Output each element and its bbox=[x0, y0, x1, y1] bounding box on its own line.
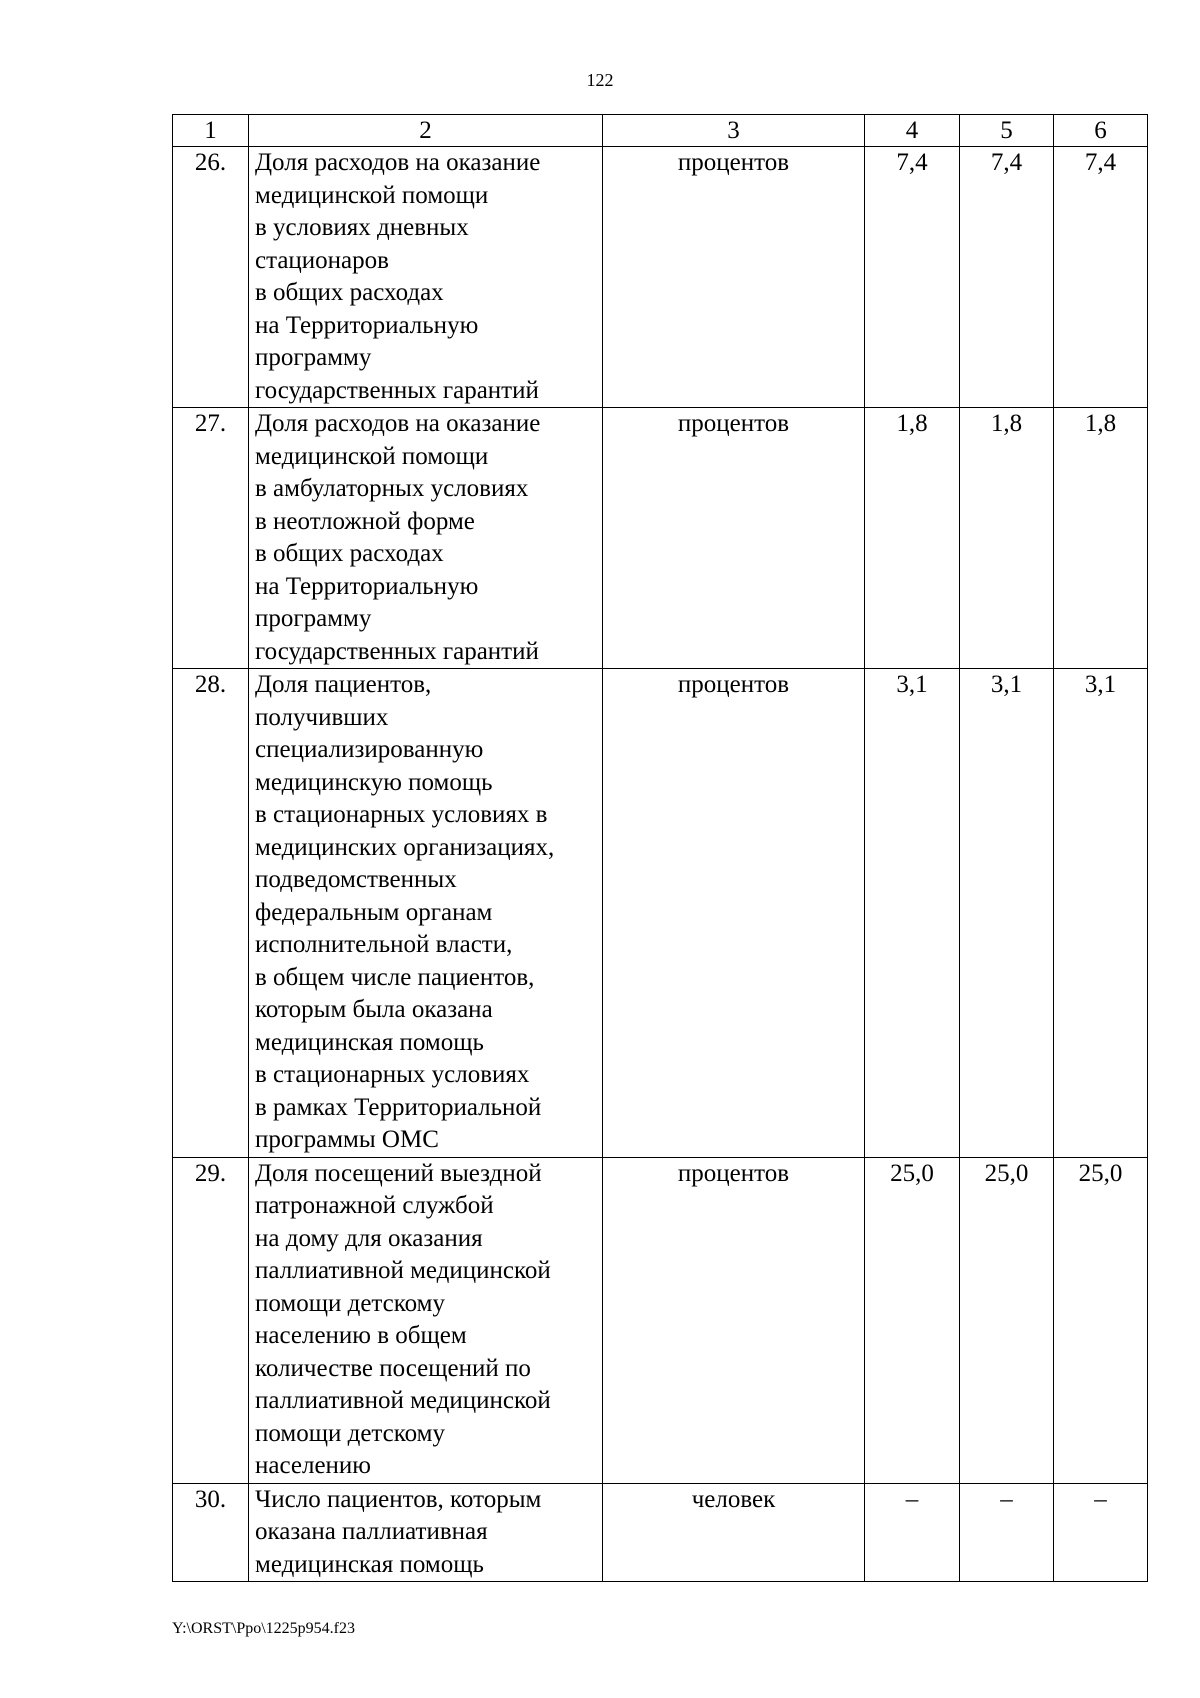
indicator-name-line: количестве посещений по bbox=[255, 1354, 531, 1382]
indicator-name-line: помощи детскому bbox=[255, 1419, 445, 1447]
value-v5: 25,0 bbox=[960, 1157, 1054, 1483]
indicator-name-line: Доля расходов на оказание bbox=[255, 149, 541, 176]
indicator-name bbox=[249, 408, 603, 669]
indicator-name-line: программы ОМС bbox=[255, 1126, 439, 1153]
column-header: 2 bbox=[249, 115, 603, 147]
value-v4: 7,4 bbox=[865, 147, 960, 408]
indicator-name-line: исполнительной власти, bbox=[255, 931, 513, 958]
value-v5: 7,4 bbox=[960, 147, 1054, 408]
indicator-name-line: медицинских организациях, bbox=[255, 833, 555, 861]
indicator-name-line: в стационарных условиях bbox=[255, 1061, 530, 1088]
table-row bbox=[173, 408, 1148, 669]
indicator-name-line: патронажной службой bbox=[255, 1192, 494, 1219]
indicator-name bbox=[249, 1157, 603, 1483]
indicator-name-line: в общих расходах bbox=[255, 540, 444, 567]
indicator-name-line: в условиях дневных bbox=[255, 214, 469, 241]
table-row bbox=[173, 147, 1148, 408]
column-header: 5 bbox=[960, 115, 1054, 147]
table-row bbox=[173, 669, 1148, 1158]
indicator-name-line: программу bbox=[255, 605, 372, 632]
indicator-name-line: в общих расходах bbox=[255, 279, 444, 306]
indicator-name-line: медицинской помощи bbox=[255, 442, 489, 470]
column-header: 4 bbox=[865, 115, 960, 147]
column-header: 6 bbox=[1054, 115, 1148, 147]
indicator-name-line: специализированную bbox=[255, 736, 484, 763]
column-header: 3 bbox=[603, 115, 865, 147]
value-v4: 3,1 bbox=[865, 669, 960, 1158]
indicator-name-line: подведомственных bbox=[255, 866, 457, 893]
value-v5: 1,8 bbox=[960, 408, 1054, 669]
indicator-name-line: которым была оказана bbox=[255, 996, 493, 1023]
unit-of-measure: процентов bbox=[603, 408, 865, 669]
unit-of-measure: процентов bbox=[603, 1157, 865, 1483]
indicator-name bbox=[249, 669, 603, 1158]
indicator-name bbox=[249, 147, 603, 408]
row-number: 26. bbox=[173, 147, 249, 408]
value-v5: – bbox=[960, 1483, 1054, 1582]
indicator-name-line: на Территориальную bbox=[255, 311, 479, 339]
table-header-row bbox=[173, 115, 1148, 147]
row-number: 27. bbox=[173, 408, 249, 669]
indicator-name-line: Доля расходов на оказание bbox=[255, 410, 541, 437]
indicator-name-line: в неотложной форме bbox=[255, 507, 475, 535]
indicator-name-line: медицинской помощи bbox=[255, 181, 489, 209]
indicator-name-line: Доля посещений выездной bbox=[255, 1159, 542, 1187]
column-header: 1 bbox=[173, 115, 249, 147]
indicator-name-line: Доля пациентов, bbox=[255, 671, 432, 698]
table-row bbox=[173, 1483, 1148, 1582]
indicator-name-line: на дому для оказания bbox=[255, 1224, 483, 1252]
indicator-name-line: населению bbox=[255, 1452, 371, 1479]
value-v4: – bbox=[865, 1483, 960, 1582]
value-v6: 1,8 bbox=[1054, 408, 1148, 669]
indicator-name-line: в амбулаторных условиях bbox=[255, 475, 529, 502]
value-v6: 3,1 bbox=[1054, 669, 1148, 1158]
value-v4: 1,8 bbox=[865, 408, 960, 669]
unit-of-measure: процентов bbox=[603, 669, 865, 1158]
indicator-name-line: государственных гарантий bbox=[255, 376, 539, 404]
indicator-name-line: в стационарных условиях в bbox=[255, 801, 548, 828]
indicator-name-line: населению в общем bbox=[255, 1322, 467, 1349]
value-v4: 25,0 bbox=[865, 1157, 960, 1483]
indicator-name-line: в общем числе пациентов, bbox=[255, 963, 535, 991]
indicator-name-line: в рамках Территориальной bbox=[255, 1093, 542, 1121]
indicator-name-line: оказана паллиативная bbox=[255, 1518, 488, 1545]
page-number: 122 bbox=[586, 70, 614, 90]
table-row bbox=[173, 1157, 1148, 1483]
indicator-name-line: получивших bbox=[255, 703, 389, 731]
indicator-name-line: Число пациентов, которым bbox=[255, 1485, 542, 1513]
indicator-name-line: государственных гарантий bbox=[255, 637, 539, 665]
indicator-name-line: медицинская помощь bbox=[255, 1550, 484, 1578]
indicator-name bbox=[249, 1483, 603, 1582]
indicators-table bbox=[172, 114, 1148, 1582]
indicator-name-line: федеральным органам bbox=[255, 898, 493, 926]
row-number: 28. bbox=[173, 669, 249, 1158]
value-v6: 25,0 bbox=[1054, 1157, 1148, 1483]
indicator-name-line: на Территориальную bbox=[255, 572, 479, 600]
value-v6: 7,4 bbox=[1054, 147, 1148, 408]
value-v5: 3,1 bbox=[960, 669, 1054, 1158]
indicator-name-line: паллиативной медицинской bbox=[255, 1257, 551, 1284]
file-path-footer: Y:\ORST\Ppo\1225p954.f23 bbox=[172, 1620, 355, 1637]
indicator-name-line: медицинскую помощь bbox=[255, 768, 493, 796]
indicator-name-line: стационаров bbox=[255, 246, 389, 274]
value-v6: – bbox=[1054, 1483, 1148, 1582]
unit-of-measure: человек bbox=[603, 1483, 865, 1582]
indicator-name-line: программу bbox=[255, 344, 372, 371]
indicator-name-line: помощи детскому bbox=[255, 1289, 445, 1317]
unit-of-measure: процентов bbox=[603, 147, 865, 408]
row-number: 30. bbox=[173, 1483, 249, 1582]
indicator-name-line: медицинская помощь bbox=[255, 1028, 484, 1056]
row-number: 29. bbox=[173, 1157, 249, 1483]
indicator-name-line: паллиативной медицинской bbox=[255, 1387, 551, 1414]
